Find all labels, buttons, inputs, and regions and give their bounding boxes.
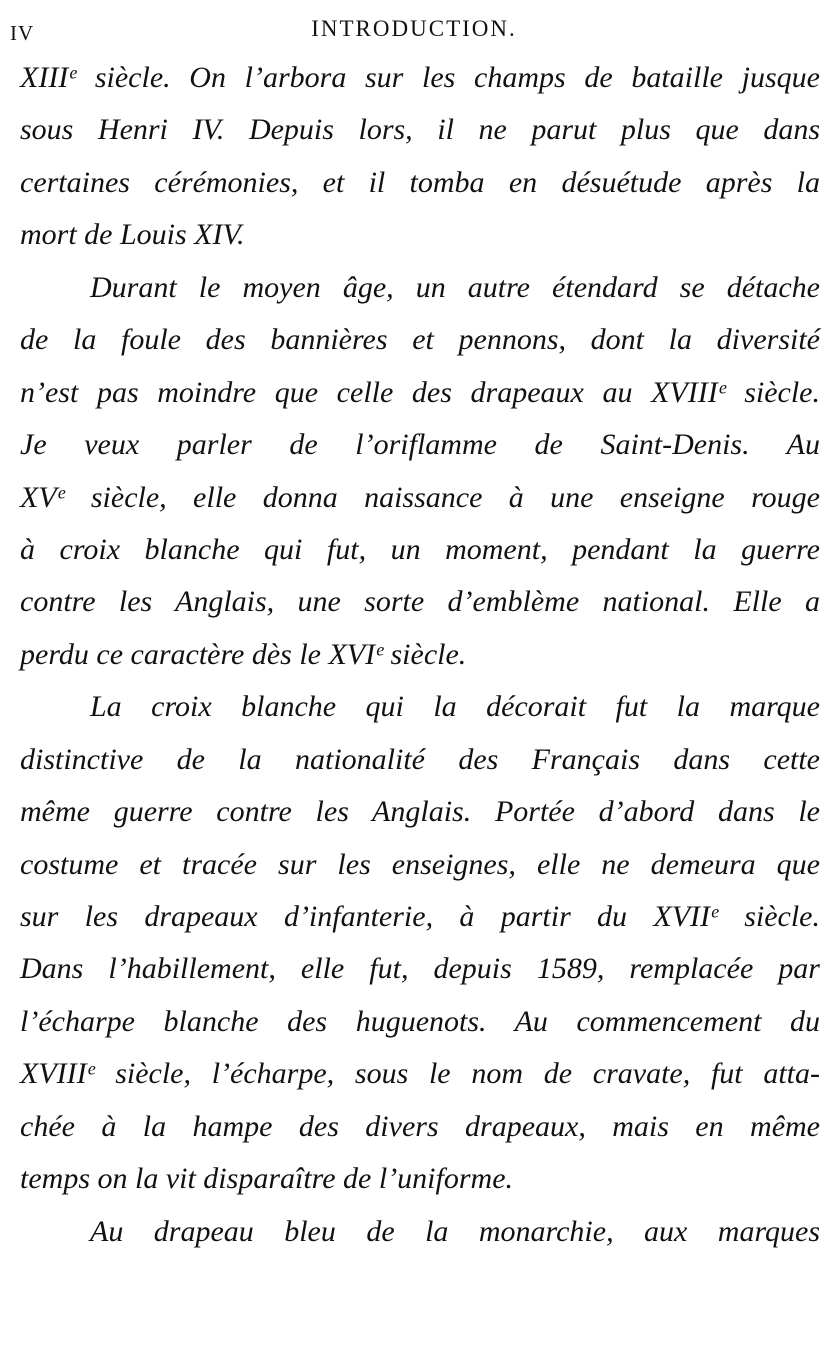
text-line: chée à la hampe des divers drapeaux, mais en même	[20, 1109, 820, 1143]
page-number: IV	[10, 21, 35, 45]
text-line: l’écharpe blanche des huguenots. Au commencement du	[20, 1004, 820, 1038]
text-line: à croix blanche qui fut, un moment, pendant la guerre	[20, 532, 820, 566]
body-text	[20, 52, 820, 1258]
running-title: INTRODUCTION.	[311, 16, 517, 41]
text-line: temps on la vit disparaître de l’uniforme.	[20, 1162, 514, 1196]
text-line: costume et tracée sur les enseignes, elle ne demeura que	[20, 847, 820, 881]
paragraph-start-line: Au drapeau bleu de la monarchie, aux marques	[90, 1214, 820, 1248]
page-header	[0, 12, 828, 52]
text-line: XVIIIᵉ siècle, l’écharpe, sous le nom de cravate, fut atta-	[20, 1057, 820, 1091]
text-line: perdu ce caractère dès le XVIᵉ siècle.	[20, 637, 467, 671]
text-line: même guerre contre les Anglais. Portée d’abord dans le	[20, 795, 820, 829]
text-line: Je veux parler de l’oriflamme de Saint-Denis. Au	[20, 428, 820, 462]
text-line: de la foule des bannières et pennons, dont la diversité	[20, 323, 820, 357]
paragraph-start-line: La croix blanche qui la décorait fut la marque	[90, 690, 820, 724]
text-line: certaines cérémonies, et il tomba en désuétude après la	[20, 165, 820, 199]
text-line: sur les drapeaux d’infanterie, à partir du XVIIᵉ siècle.	[20, 900, 820, 933]
text-line: contre les Anglais, une sorte d’emblème national. Elle a	[20, 585, 820, 619]
text-line: sous Henri IV. Depuis lors, il ne parut plus que dans	[20, 113, 820, 147]
text-line: distinctive de la nationalité des Français dans cette	[20, 742, 820, 776]
text-line: Dans l’habillement, elle fut, depuis 1589, remplacée par	[20, 952, 820, 986]
text-line: XIIIᵉ siècle. On l’arbora sur les champs de bataille jusque	[20, 61, 820, 94]
text-line: n’est pas moindre que celle des drapeaux au XVIIIᵉ siècle.	[20, 375, 820, 409]
text-line: mort de Louis XIV.	[20, 218, 245, 252]
text-line: XVᵉ siècle, elle donna naissance à une enseigne rouge	[20, 480, 820, 514]
paragraph-start-line: Durant le moyen âge, un autre étendard se détache	[90, 270, 820, 304]
